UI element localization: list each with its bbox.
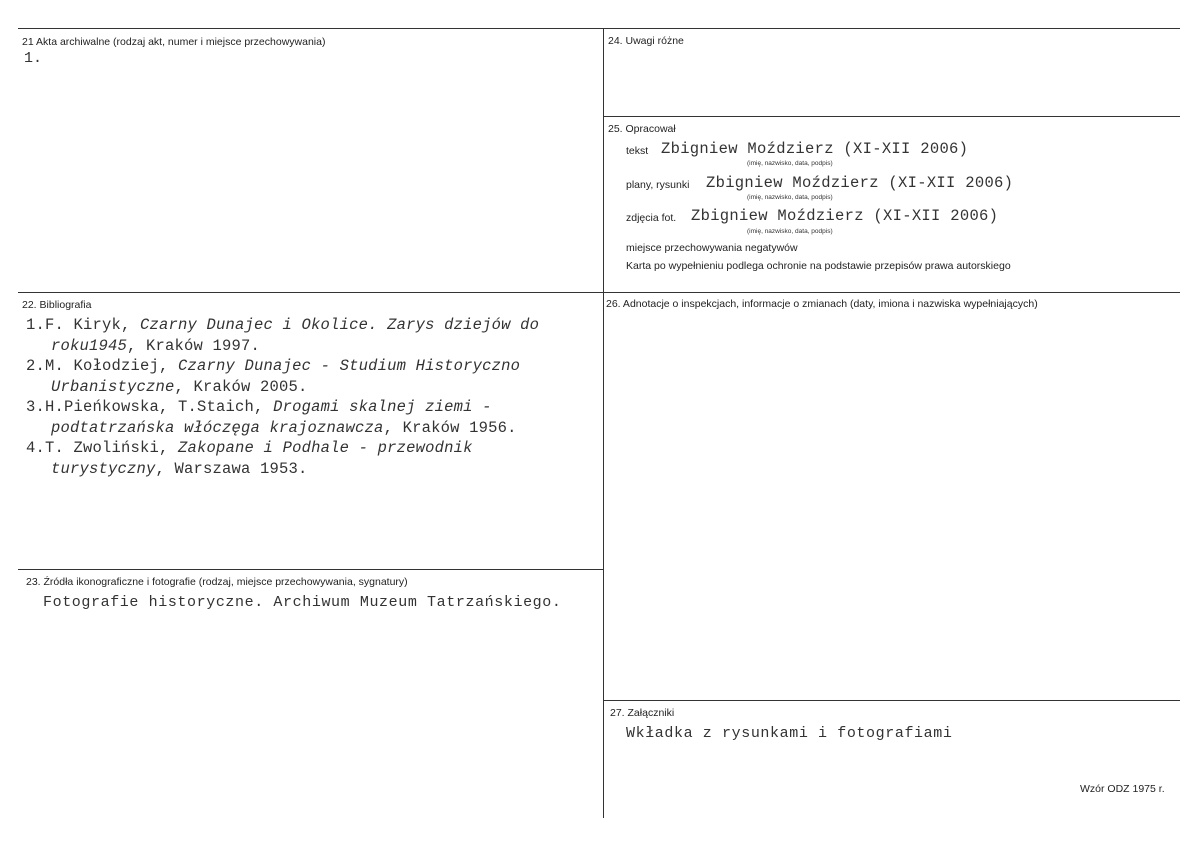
section-25-label: 25. Opracował [608, 123, 676, 135]
plany-value: Zbigniew Moździerz (XI-XII 2006) [706, 174, 1014, 192]
zdjecia-label: zdjęcia fot. [626, 212, 677, 224]
zdjecia-caption: (imię, nazwisko, data, podpis) [747, 228, 833, 235]
section-22-label: 22. Bibliografia [22, 299, 92, 311]
section-27-content: Wkładka z rysunkami i fotografiami [626, 725, 953, 742]
zdjecia-value: Zbigniew Moździerz (XI-XII 2006) [691, 207, 999, 225]
plany-label: plany, rysunki [626, 179, 690, 191]
bibliography-item: 1.F. Kiryk, Czarny Dunajec i Okolice. Zarys dziejów do roku1945, Kraków 1997. [26, 316, 540, 355]
bibliography-list [26, 315, 596, 479]
divider-24-25 [603, 116, 1180, 117]
tekst-caption: (imię, nazwisko, data, podpis) [747, 160, 833, 167]
bibliography-item: 3.H.Pieńkowska, T.Staich, Drogami skalnej ziemi - podtatrzańska włóczęga krajoznawcza, Kraków 1956. [26, 398, 517, 437]
plany-caption: (imię, nazwisko, data, podpis) [747, 194, 833, 201]
divider-21-22 [18, 292, 1180, 293]
section-21-label: 21 Akta archiwalne (rodzaj akt, numer i miejsce przechowywania) [22, 36, 326, 48]
bibliography-item: 4.T. Zwoliński, Zakopane i Podhale - przewodnik turystyczny, Warszawa 1953. [26, 439, 473, 478]
divider-22-23 [18, 569, 603, 570]
karta-note: Karta po wypełnieniu podlega ochronie na podstawie przepisów prawa autorskiego [626, 260, 1011, 272]
top-border [18, 28, 1180, 29]
section-27-label: 27. Załączniki [610, 707, 675, 719]
bibliography-item: 2.M. Kołodziej, Czarny Dunajec - Studium Historyczno Urbanistyczne, Kraków 2005. [26, 357, 521, 396]
section-21-content: 1. [24, 50, 43, 67]
divider-26-27 [603, 700, 1180, 701]
negatywy-label: miejsce przechowywania negatywów [626, 242, 798, 254]
tekst-value: Zbigniew Moździerz (XI-XII 2006) [661, 140, 969, 158]
form-version: Wzór ODZ 1975 r. [1080, 783, 1165, 795]
tekst-label: tekst [626, 145, 649, 157]
section-23-label: 23. Źródła ikonograficzne i fotografie (rodzaj, miejsce przechowywania, sygnatury) [26, 576, 408, 588]
section-26-label: 26. Adnotacje o inspekcjach, informacje o zmianach (daty, imiona i nazwiska wypełniających) [606, 298, 1038, 310]
section-24-label: 24. Uwagi różne [608, 35, 684, 47]
section-23-content: Fotografie historyczne. Archiwum Muzeum Tatrzańskiego. [43, 594, 562, 611]
